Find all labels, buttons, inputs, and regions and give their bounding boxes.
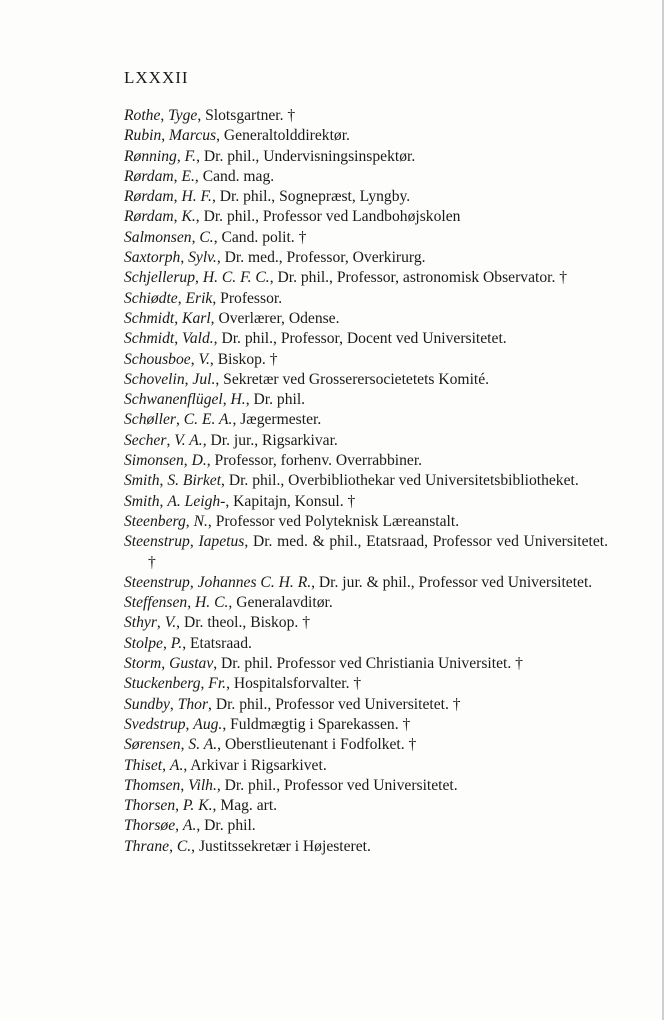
entry-description: Fuldmægtig i Sparekassen. † [230,715,411,733]
page-number: LXXXII [124,68,189,87]
entry-surname: Rørdam [124,208,174,226]
entry-surname: Schwanenflügel [124,391,223,409]
entry-surname: Stuckenberg [124,675,201,693]
list-item: Thiset, A., Arkivar i Rigsarkivet. [124,756,327,774]
entry-description: Arkivar i Rigsarkivet. [190,756,327,774]
entry-surname: Smith [124,472,160,490]
entry-given-name: Sylv. [188,249,217,267]
entry-given-name: N. [193,512,208,530]
entry-surname: Rubin [124,127,162,145]
entry-given-name: Aug. [193,715,223,733]
entry-description: Dr. med., Professor, Overkirurg. [224,249,426,267]
entry-given-name: C. [176,837,192,855]
entry-surname: Schmidt [124,309,175,327]
entry-given-name: V. [164,614,177,632]
entry-surname: Steenberg [124,512,186,530]
entry-given-name: C. E. A. [183,411,233,429]
entry-description: Dr. phil., Professor, Docent ved Universitetet. [221,330,507,348]
list-item: Stolpe, P., Etatsraad. [124,634,252,652]
entry-given-name: H. C. F. C. [202,269,270,287]
entry-given-name: S. A. [188,736,218,754]
entry-given-name: Tyge [168,107,198,124]
entry-surname: Thorsøe [124,817,176,835]
entry-description: Professor. [220,289,283,307]
entry-description: Generaltolddirektør. [223,127,350,145]
entry-given-name: Thor [177,695,209,713]
list-item: Rønning, F., Dr. phil., Undervisningsinspektør. [124,147,416,165]
entry-description: Etatsraad. [190,634,252,652]
entry-surname: Thorsen [124,797,176,815]
entry-given-name: D. [191,452,207,470]
entry-surname: Saxtorph [124,249,181,267]
entry-surname: Schjellerup [124,269,196,287]
entry-surname: Schousboe [124,350,191,368]
entry-description: Dr. phil., Undervisningsinspektør. [203,147,416,165]
entry-description: Dr. jur., Rigsarkivar. [210,431,338,449]
entry-description: Hospitalsforvalter. † [233,675,362,693]
entry-description: Dr. phil., Sognepræst, Lyngby. [219,188,411,206]
entry-given-name: H. [230,391,246,409]
entry-surname: Rothe [124,107,161,124]
entry-given-name: A. [169,756,184,774]
entry-given-name: K. [181,208,196,226]
entry-given-name: H. F. [181,188,212,206]
entry-given-name: Erik [185,289,213,307]
entry-surname: Schiødte [124,289,178,307]
entry-description: Mag. art. [220,797,278,815]
entry-description: Dr. phil. [204,817,256,835]
entry-surname: Thiset [124,756,163,774]
entry-given-name: A. [182,817,197,835]
entry-description: Cand. polit. † [221,228,307,246]
list-item: Rørdam, K., Dr. phil., Professor ved Landbohøjskolen [124,208,461,226]
entry-surname: Rørdam [124,167,174,185]
entry-given-name: Iapetus [198,533,245,551]
entry-given-name: P. [170,634,183,652]
entry-description: Dr. phil., Overbibliothekar ved Universitetsbibliotheket. [228,472,579,490]
entry-given-name: Vald. [182,330,214,348]
list-item: Storm, Gustav, Dr. phil. Professor ved Christiania Universitet. † [124,655,523,673]
list-item: Thorsøe, A., Dr. phil. [124,817,256,835]
list-item: Schovelin, Jul., Sekretær ved Grosserersocietetets Komité. [124,370,490,388]
entry-given-name: S. Birket [167,472,222,490]
entry-surname: Sørensen [124,736,181,754]
list-item: Sundby, Thor, Dr. phil., Professor ved Universitetet. † [124,695,461,713]
entry-given-name: Vilh. [188,776,217,794]
entry-description: Overlærer, Odense. [218,309,340,327]
entry-description: Dr. theol., Biskop. † [183,614,310,632]
entry-description: Dr. phil. [253,391,306,409]
entry-description: Sekretær ved Grosserersocietetets Komité. [223,370,490,388]
entry-description: Dr. phil., Professor ved Landbohøjskolen [203,208,461,226]
entry-description: Justitssekretær i Højesteret. [198,837,371,855]
entry-given-name: Jul. [192,370,216,388]
entry-description: Dr. phil. Professor ved Christiania Universitet. † [221,655,523,673]
entry-surname: Sundby [124,695,170,713]
entry-surname: Storm [124,655,162,673]
entry-given-name: E. [181,167,195,185]
list-item: Smith, A. Leigh-, Kapitajn, Konsul. † [124,492,356,510]
list-item: Schmidt, Karl, Overlærer, Odense. [124,309,340,327]
entry-given-name: P. K. [182,797,213,815]
entry-given-name: V. A. [174,431,203,449]
entry-surname: Secher [124,431,167,449]
list-item: Svedstrup, Aug., Fuldmægtig i Sparekassen. † [124,715,411,733]
entry-given-name: C. [199,228,214,246]
entry-description: Oberstlieutenant i Fodfolket. † [224,736,417,754]
entry-given-name: Karl [182,309,211,327]
entry-surname: Simonsen [124,452,184,470]
list-item: Steenstrup, Iapetus, Dr. med. & phil., Etatsraad, Professor ved Universitetet. † [124,533,608,571]
list-item: Sthyr, V., Dr. theol., Biskop. † [124,614,310,632]
name-list [124,106,608,857]
entry-surname: Salmonsen [124,228,192,246]
entry-description: Professor ved Polyteknisk Læreanstalt. [215,512,460,530]
list-item: Schiødte, Erik, Professor. [124,289,283,307]
list-item: Rothe, Tyge, Slotsgartner. † [124,107,296,124]
list-item: Stuckenberg, Fr., Hospitalsforvalter. † [124,675,362,693]
entry-surname: Steenstrup [124,533,190,551]
list-item: Steffensen, H. C., Generalavditør. [124,594,333,612]
list-item: Schøller, C. E. A., Jægermester. [124,411,322,429]
entry-given-name: Fr. [208,675,227,693]
entry-description: Generalavditør. [236,594,333,612]
entry-description: Jægermester. [240,411,322,429]
entry-given-name: Marcus [169,127,217,145]
entry-description: Dr. phil., Professor ved Universitetet. [224,776,458,794]
entry-surname: Schovelin [124,370,185,388]
list-item: Secher, V. A., Dr. jur., Rigsarkivar. [124,431,338,449]
list-item: Smith, S. Birket, Dr. phil., Overbibliothekar ved Universitetsbibliotheket. [124,472,579,490]
entry-description: Dr. jur. & phil., Professor ved Universitetet. [318,573,593,591]
entry-description: Dr. phil., Professor ved Universitetet. † [215,695,461,713]
entry-surname: Thrane [124,837,170,855]
list-item: Salmonsen, C., Cand. polit. † [124,228,307,246]
entry-surname: Smith [124,492,160,510]
entry-description: Biskop. † [217,350,278,368]
list-item: Rørdam, E., Cand. mag. [124,167,275,185]
list-item: Schmidt, Vald., Dr. phil., Professor, Docent ved Universitetet. [124,330,507,348]
entry-given-name: F. [184,147,197,165]
list-item: Steenberg, N., Professor ved Polyteknisk Læreanstalt. [124,512,460,530]
list-item: Thomsen, Vilh., Dr. phil., Professor ved Universitetet. [124,776,458,794]
list-item: Schousboe, V., Biskop. † [124,350,278,368]
entry-description: Kapitajn, Konsul. † [233,492,356,510]
entry-given-name: Johannes C. H. R. [197,573,312,591]
entry-description: Dr. med. & phil., Etatsraad, Professor ved Universitetet. † [148,533,608,571]
entry-surname: Sthyr [124,614,157,632]
list-item: Thorsen, P. K., Mag. art. [124,797,278,815]
entry-description: Cand. mag. [202,167,275,185]
entry-description: Professor, forhenv. Overrabbiner. [214,452,423,470]
entry-surname: Stolpe [124,634,163,652]
entry-surname: Schøller [124,411,176,429]
entry-surname: Rønning [124,147,177,165]
entry-given-name: Gustav [169,655,214,673]
entry-description: Dr. phil., Professor, astronomisk Observator. † [277,269,568,287]
entry-given-name: V. [198,350,210,368]
list-item: Simonsen, D., Professor, forhenv. Overrabbiner. [124,452,423,470]
list-item: Sørensen, S. A., Oberstlieutenant i Fodfolket. † [124,736,417,754]
list-item: Thrane, C., Justitssekretær i Højesteret. [124,837,371,855]
list-item: Schwanenflügel, H., Dr. phil. [124,391,306,409]
list-item: Schjellerup, H. C. F. C., Dr. phil., Professor, astronomisk Observator. † [124,269,568,287]
entry-given-name: A. Leigh- [167,492,226,510]
entry-surname: Steffensen [124,594,188,612]
list-item: Steenstrup, Johannes C. H. R., Dr. jur. & phil., Professor ved Universitetet. [124,573,593,591]
list-item: Rørdam, H. F., Dr. phil., Sognepræst, Lyngby. [124,188,411,206]
list-item: Rubin, Marcus, Generaltolddirektør. [124,127,350,145]
list-item: Saxtorph, Sylv., Dr. med., Professor, Overkirurg. [124,249,426,267]
entry-surname: Thomsen [124,776,181,794]
entry-surname: Svedstrup [124,715,186,733]
entry-surname: Steenstrup [124,573,190,591]
entry-given-name: H. C. [195,594,229,612]
entry-surname: Rørdam [124,188,174,206]
entry-description: Slotsgartner. † [205,107,296,124]
entry-surname: Schmidt [124,330,175,348]
